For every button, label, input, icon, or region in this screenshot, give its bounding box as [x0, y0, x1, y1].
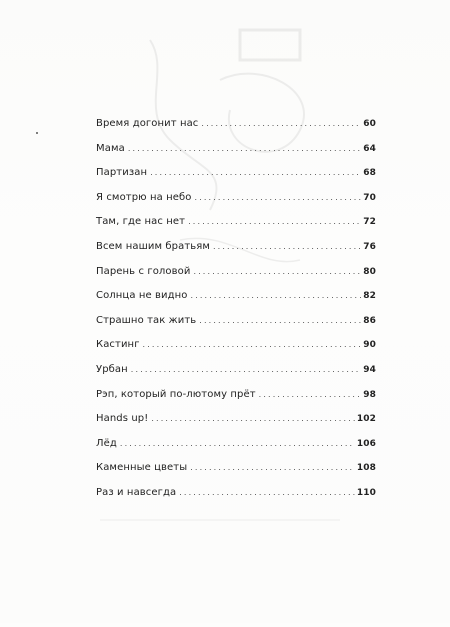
toc-entry-title: Время догонит нас: [96, 118, 199, 129]
dot-leader: [193, 266, 361, 278]
toc-entry-page-number: 110: [356, 487, 376, 498]
toc-entry: [96, 389, 376, 414]
toc-entry-page-number: 80: [363, 266, 376, 277]
dot-leader: [188, 216, 361, 228]
toc-entry: [96, 241, 376, 266]
toc-entry: [96, 216, 376, 241]
dot-leader: [259, 389, 362, 401]
toc-entry-title: Парень с головой: [96, 265, 191, 277]
toc-entry-page-number: 68: [363, 168, 376, 179]
toc-entry-title: Там, где нас нет: [96, 216, 186, 228]
dot-leader: [120, 438, 355, 450]
toc-entry-page-number: 90: [363, 340, 376, 351]
toc-entry-page-number: 94: [363, 364, 376, 375]
toc-entry-page-number: 60: [363, 119, 376, 129]
toc-entry-page-number: 108: [356, 463, 376, 474]
dot-leader: [199, 315, 361, 327]
toc-entry-title: Всем нашим братьям: [96, 240, 210, 252]
toc-entry-title: Партизан: [96, 167, 148, 179]
toc-entry-title: Страшно так жить: [96, 314, 197, 326]
toc-entry-title: Раз и навсегда: [96, 486, 177, 498]
paper-speck: [36, 132, 38, 134]
toc-entry-title: Лёд: [96, 437, 117, 449]
dot-leader: [201, 118, 361, 130]
dot-leader: [143, 339, 362, 351]
toc-entry: [96, 143, 376, 168]
toc-entry-page-number: 70: [363, 192, 376, 203]
toc-entry: [96, 315, 376, 340]
dot-leader: [128, 143, 361, 155]
toc-entry-page-number: 82: [363, 291, 376, 302]
dot-leader: [190, 462, 355, 474]
toc-entry-title: Я смотрю на небо: [96, 191, 192, 203]
toc-entry: [96, 192, 376, 217]
toc-entry-page-number: 86: [363, 315, 376, 326]
toc-entry: [96, 413, 376, 438]
toc-entry: [96, 339, 376, 364]
toc-entry: [96, 364, 376, 389]
toc-entry: [96, 118, 376, 143]
toc-entry-page-number: 76: [363, 241, 376, 252]
toc-entry-title: Солнца не видно: [96, 290, 188, 302]
dot-leader: [190, 290, 361, 302]
toc-entry-title: Каменные цветы: [96, 462, 188, 474]
dot-leader: [131, 364, 361, 376]
toc-entry: [96, 462, 376, 487]
toc-entry-page-number: 98: [363, 389, 376, 400]
table-of-contents: [96, 118, 376, 512]
toc-entry: [96, 266, 376, 291]
toc-entry-title: Кастинг: [96, 339, 140, 351]
toc-entry-title: Рэп, который по-лютому прёт: [96, 388, 256, 400]
toc-entry-page-number: 64: [363, 143, 376, 154]
dot-leader: [151, 413, 355, 425]
toc-entry-title: Hands up!: [96, 413, 149, 425]
dot-leader: [194, 192, 361, 204]
toc-entry: [96, 167, 376, 192]
dot-leader: [150, 167, 361, 179]
toc-entry-page-number: 102: [356, 414, 376, 425]
toc-entry: [96, 290, 376, 315]
toc-entry-title: Мама: [96, 142, 125, 154]
toc-entry-page-number: 72: [363, 217, 376, 228]
toc-entry-page-number: 106: [356, 438, 376, 449]
toc-entry-title: Урбан: [96, 363, 128, 375]
dot-leader: [213, 241, 361, 253]
toc-entry: [96, 438, 376, 463]
toc-entry: [96, 487, 376, 512]
dot-leader: [179, 487, 355, 499]
